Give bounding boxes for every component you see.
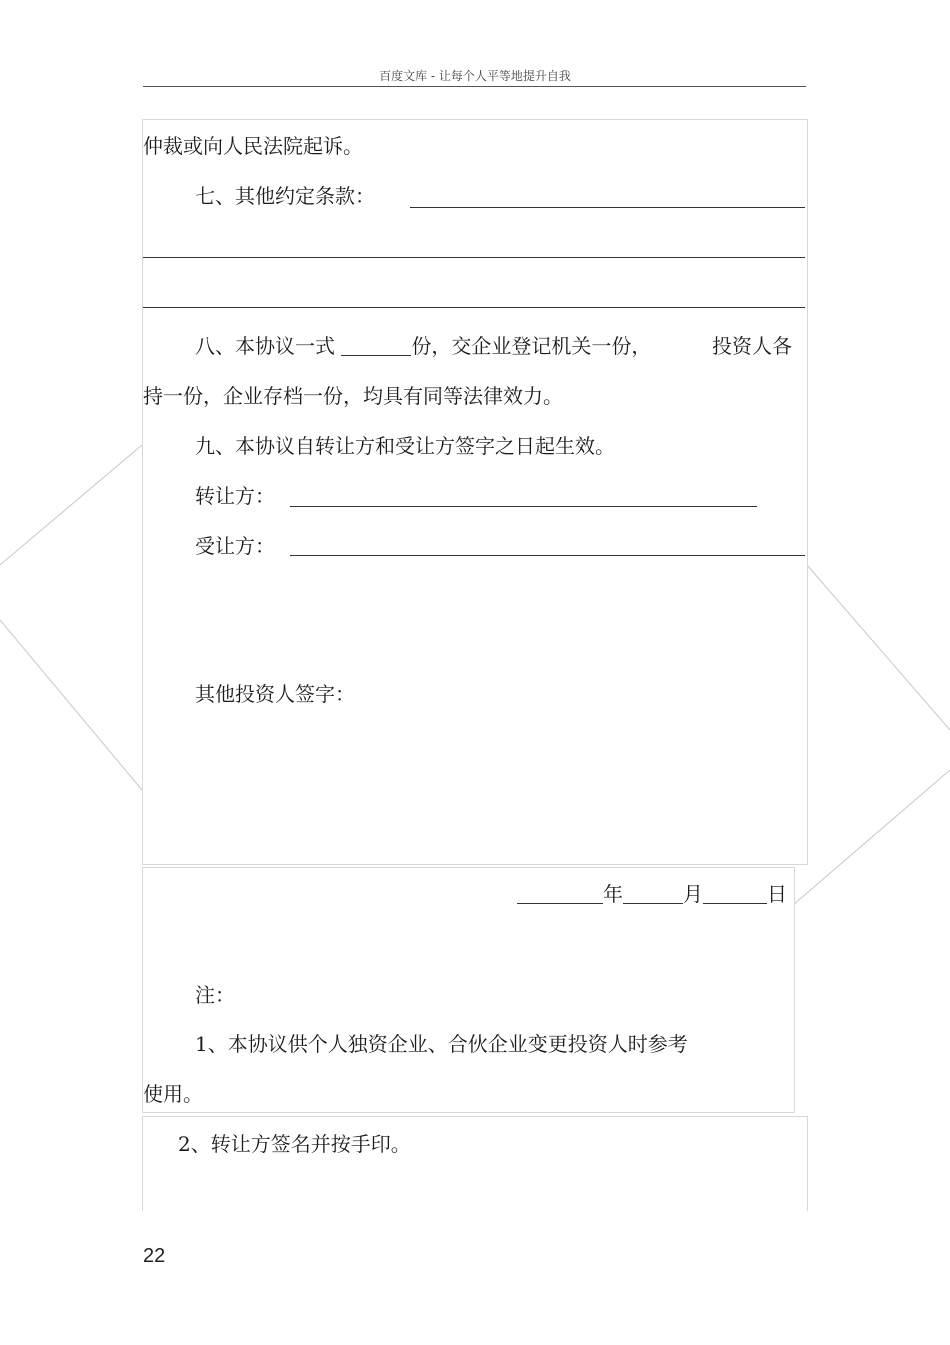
clause-8-text-a: 八、本协议一式	[195, 334, 335, 358]
note-1-line-1: 1、本协议供个人独资企业、合伙企业变更投资人时参考	[195, 1032, 688, 1056]
copies-count-blank	[341, 335, 411, 356]
clause-9: 九、本协议自转让方和受让方签字之日起生效。	[195, 434, 615, 458]
year-label: 年	[603, 882, 623, 906]
date-line	[517, 882, 787, 906]
clause-8-line-1	[195, 334, 651, 358]
clause-7-label: 七、其他约定条款：	[195, 184, 375, 208]
clause-8-text-c: 投资人各	[712, 334, 792, 358]
transferor-label: 转让方：	[195, 484, 275, 508]
clause-8-text-b: 份，交企业登记机关一份，	[411, 334, 652, 358]
clause-8-line-2: 持一份，企业存档一份，均具有同等法律效力。	[143, 384, 563, 408]
page-number: 22	[143, 1245, 166, 1267]
clause-7-blank-line-2	[143, 257, 805, 258]
clause-7-blank	[410, 207, 805, 208]
transferor-signature-line	[290, 506, 757, 507]
month-blank	[623, 883, 683, 904]
header-divider	[143, 86, 806, 87]
day-blank	[703, 883, 767, 904]
content-block-3	[142, 1116, 808, 1211]
note-1-line-2: 使用。	[143, 1082, 203, 1106]
transferee-label: 受让方：	[195, 534, 275, 558]
year-blank	[517, 883, 603, 904]
day-label: 日	[767, 882, 787, 906]
clause-7-blank-line-3	[143, 307, 805, 308]
other-investors-signature-label: 其他投资人签字：	[195, 682, 355, 706]
transferee-signature-line	[290, 555, 805, 556]
month-label: 月	[683, 882, 703, 906]
note-2: 2、转让方签名并按手印。	[178, 1132, 411, 1156]
notes-title: 注：	[195, 983, 235, 1007]
text-line-arbitration: 仲裁或向人民法院起诉。	[143, 134, 363, 158]
header-title: 百度文库 - 让每个人平等地提升自我	[379, 69, 571, 83]
